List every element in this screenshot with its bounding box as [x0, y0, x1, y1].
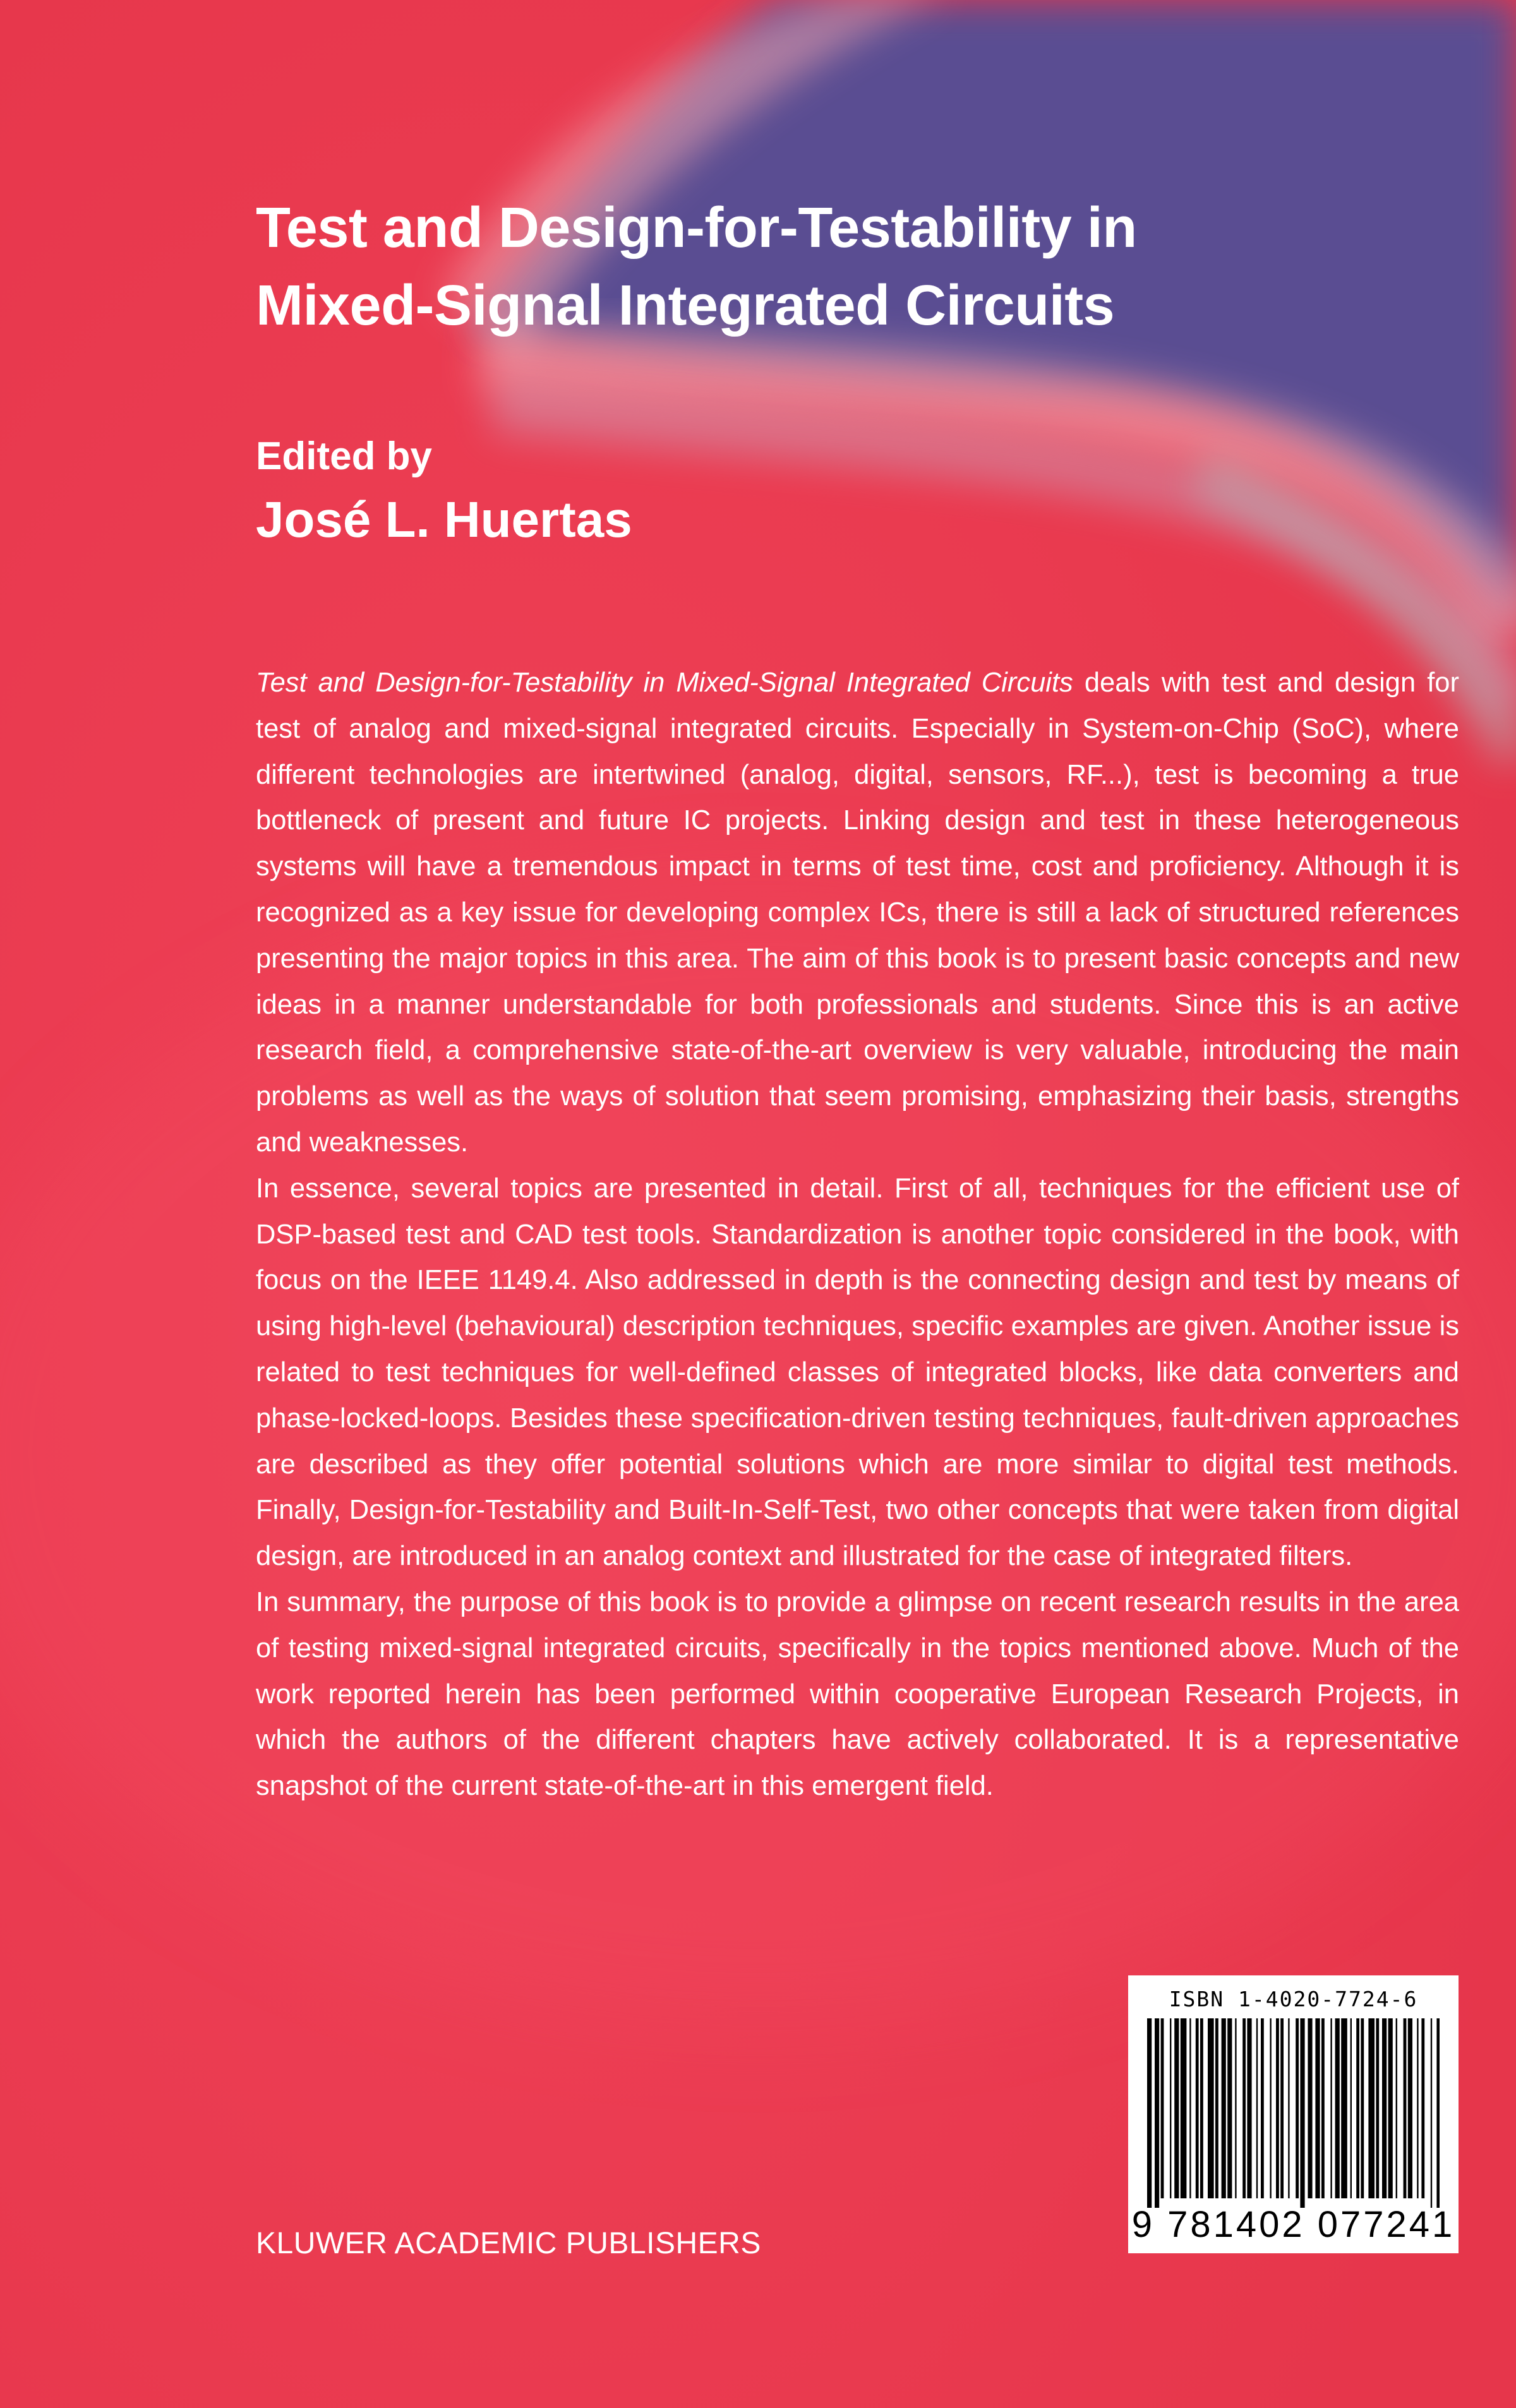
- barcode-bar: [1341, 2018, 1347, 2198]
- description-title-italic: Test and Design-for-Testability in Mixed-Signal Integrated Circuits: [256, 668, 1073, 698]
- barcode-bar: [1361, 2018, 1364, 2198]
- barcode-bar: [1376, 2018, 1379, 2198]
- barcode-bar: [1147, 2018, 1152, 2208]
- description-paragraph-1-text: deals with test and design for test of analog and mixed-signal integrated circuits. Especially in System-on-Chip (SoC), where different technologies are intertwined (analog, digital, sensors, RF...), test is becoming a true bottleneck of present and future IC projects. Linking design and test in these heterogeneous systems will have a tremendous impact in terms of test time, cost and proficiency. Although it is recognized as a key issue for developing complex ICs, there is still a lack of structured references presenting the major topics in this area. The aim of this book is to present basic concepts and new ideas in a manner understandable for both professionals and students. Since this is an active research field, a comprehensive state-of-the-art overview is very valuable, introducing the main problems as well as the ways of solution that seem promising, emphasizing their basis, strengths and weaknesses.: [256, 668, 1459, 1158]
- barcode-bar: [1200, 2018, 1203, 2198]
- barcode-bar: [1321, 2018, 1325, 2198]
- isbn-label: ISBN 1-4020-7724-6: [1169, 1987, 1418, 2011]
- barcode-bar: [1174, 2018, 1179, 2198]
- barcode-bar: [1161, 2018, 1164, 2198]
- description-paragraph-2: In essence, several topics are presented in detail. First of all, techniques for the efficient use of DSP-based test and CAD test tools. Standardization is another topic considered in the book, with focus on the IEEE 1149.4. Also addressed in depth is the connecting design and test by means of using high-level (behavioural) description techniques, specific examples are given. Another issue is related to test techniques for well-defined classes of integrated blocks, like data converters and phase-locked-loops. Besides these specification-driven testing techniques, fault-driven approaches are described as they offer potential solutions which are more similar to digital test methods. Finally, Design-for-Testability and Built-In-Self-Test, two other concepts that were taken from digital design, are introduced in an analog context and illustrated for the case of integrated filters.: [256, 1173, 1459, 1572]
- barcode-bar: [1335, 2018, 1340, 2198]
- barcode-bar: [1208, 2018, 1214, 2198]
- barcode-bar: [1296, 2018, 1299, 2198]
- barcode-digits: 9 781402 077241: [1131, 2204, 1455, 2245]
- barcode-bar: [1431, 2018, 1432, 2208]
- barcode-bar: [1270, 2018, 1271, 2198]
- barcode-bar: [1242, 2018, 1246, 2198]
- barcode-bar: [1170, 2018, 1171, 2198]
- barcode-bar: [1330, 2018, 1332, 2198]
- barcode-bar: [1196, 2018, 1199, 2198]
- barcode-bar: [1421, 2018, 1424, 2198]
- barcode-bar: [1227, 2018, 1232, 2198]
- barcode-bar: [1181, 2018, 1187, 2198]
- barcode-bar: [1247, 2018, 1251, 2198]
- barcode-bar: [1351, 2018, 1352, 2198]
- barcode-bar: [1300, 2018, 1304, 2208]
- barcode-bar: [1276, 2018, 1279, 2198]
- title-line-2: Mixed-Signal Integrated Circuits: [256, 274, 1115, 337]
- book-title: [256, 189, 1393, 345]
- barcode-bar: [1408, 2018, 1412, 2198]
- barcode-bar: [1404, 2018, 1407, 2198]
- barcode-bar: [1436, 2018, 1440, 2208]
- barcode-bar: [1368, 2018, 1375, 2198]
- barcode-bar: [1215, 2018, 1218, 2198]
- description-paragraph-3: In summary, the purpose of this book is to provide a glimpse on recent research results in the area of testing mixed-signal integrated circuits, specifically in the topics mentioned above. Much of the work reported herein has been performed within cooperative European Research Projects, in which the authors of the different chapters have actively collaborated. It is a representative snapshot of the current state-of-the-art in this emergent field.: [256, 1586, 1459, 1802]
- barcode-bar: [1308, 2018, 1312, 2198]
- barcode-bars: [1147, 2018, 1440, 2208]
- barcode-bar: [1261, 2018, 1264, 2198]
- barcode-bar: [1235, 2018, 1236, 2198]
- book-description: [256, 660, 1459, 1809]
- barcode-bar: [1189, 2018, 1191, 2198]
- barcode-bar: [1388, 2018, 1393, 2198]
- isbn-barcode: [1128, 1975, 1459, 2253]
- editor-name: José L. Huertas: [256, 491, 632, 548]
- barcode-bar: [1155, 2018, 1159, 2208]
- barcode-bar: [1222, 2018, 1226, 2198]
- barcode-bar: [1396, 2018, 1397, 2198]
- barcode-bar: [1256, 2018, 1258, 2198]
- publisher-name: KLUWER ACADEMIC PUBLISHERS: [256, 2227, 761, 2260]
- edited-by-label: Edited by: [256, 434, 433, 478]
- barcode-bar: [1356, 2018, 1359, 2198]
- barcode-bar: [1417, 2018, 1418, 2198]
- description-paragraph-1: [256, 660, 1459, 1166]
- barcode-bar: [1382, 2018, 1387, 2198]
- barcode-bar: [1315, 2018, 1320, 2198]
- barcode-bar: [1280, 2018, 1284, 2198]
- title-line-1: Test and Design-for-Testability in: [256, 196, 1137, 260]
- barcode-bar: [1288, 2018, 1289, 2198]
